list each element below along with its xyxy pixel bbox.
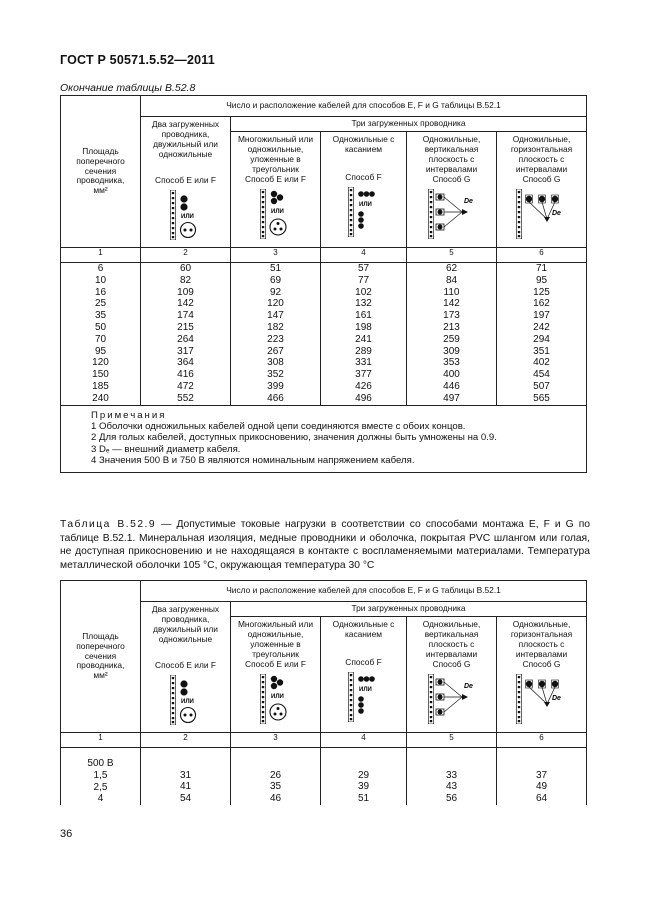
table-cell: 29	[357, 769, 370, 781]
table-cell: 16	[94, 286, 107, 298]
table-cell: 35	[94, 310, 107, 322]
table-cell: 552	[177, 392, 194, 404]
col-multi-core: Многожильный или одножильные, уложенные в треугольник Способ E или F ИЛИ	[231, 132, 321, 248]
table-cell: 507	[533, 380, 550, 392]
table-cell: 351	[533, 345, 550, 357]
three-loaded-header-2: Три загруженных проводника	[231, 602, 587, 617]
top-header-2: Число и расположение кабелей для способов E, F и G таблицы B.52.1	[141, 581, 587, 602]
table-cell: 267	[267, 345, 284, 357]
table-cell: 132	[355, 298, 372, 310]
table-cell: 426	[355, 380, 372, 392]
column-numbers-row-2: 1 2 3 4 5 6	[61, 733, 587, 748]
table-cell: 82	[179, 274, 192, 286]
table-cell: 223	[267, 333, 284, 345]
table-cell: 26	[269, 769, 282, 781]
table-cell: 39	[357, 781, 370, 793]
table-cell: 37	[535, 769, 548, 781]
table-cell: 120	[267, 298, 284, 310]
horizontal-spaced-diagram-icon	[512, 189, 572, 239]
note-1: 1 Оболочки одножильных кабелей одной цепи соединяются вместе с обоих концов.	[91, 420, 466, 432]
table1-notes	[61, 405, 587, 473]
note-4: 4 Значения 500 В и 750 В являются номинальным напряжением кабеля.	[91, 454, 415, 466]
table-b52-8	[60, 95, 587, 473]
col-single-horizontal-2: Одножильные, горизонтальная плоскость с интервалами Способ G De	[497, 617, 587, 733]
svg-text:ИЛИ: ИЛИ	[358, 201, 372, 208]
table-cell: 466	[267, 392, 284, 404]
table-cell: 309	[443, 345, 460, 357]
two-conductors-diagram-icon	[164, 675, 208, 725]
table-cell: 399	[267, 380, 284, 392]
table-cell: 215	[177, 321, 194, 333]
table-cell: 400	[443, 369, 460, 381]
col-single-touching: Одножильные с касанием Способ F ИЛИ	[321, 132, 407, 248]
svg-text:De: De	[463, 682, 473, 690]
table-cell: 331	[355, 357, 372, 369]
table-cell: 497	[443, 392, 460, 404]
horizontal-spaced-diagram-icon	[512, 674, 572, 724]
table-cell: 150	[92, 369, 109, 381]
table-cell: 60	[179, 263, 192, 274]
table-cell: 50	[94, 321, 107, 333]
table-cell: 240	[92, 392, 109, 404]
col-single-horizontal: Одножильные, горизонтальная плоскость с интервалами Способ G De	[497, 132, 587, 248]
table-cell: 565	[533, 392, 550, 404]
table-cell: 185	[92, 380, 109, 392]
table-cell: 364	[177, 357, 194, 369]
table-cell: 402	[533, 357, 550, 369]
table-cell: 352	[267, 369, 284, 381]
table-cell: 416	[177, 369, 194, 381]
two-conductors-diagram-icon	[164, 190, 208, 240]
table-continuation-caption: Окончание таблицы B.52.8	[60, 82, 196, 94]
table-cell: 64	[535, 793, 548, 805]
table-cell: 496	[355, 392, 372, 404]
voltage-label: 500 В	[87, 758, 114, 769]
svg-text:ИЛИ: ИЛИ	[270, 208, 284, 215]
table-cell: 1,5	[93, 769, 108, 781]
table-cell: 51	[357, 793, 370, 805]
table-cell: 46	[269, 793, 282, 805]
table-cell: 264	[177, 333, 194, 345]
table-cell: 43	[445, 781, 458, 793]
table-cell: 125	[533, 286, 550, 298]
table-cell: 95	[94, 345, 107, 357]
table-cell: 77	[357, 274, 370, 286]
vertical-spaced-diagram-icon	[422, 189, 482, 239]
table-cell: 6	[97, 263, 104, 274]
table-cell: 51	[269, 263, 282, 274]
table-cell: 197	[533, 310, 550, 322]
svg-text:ИЛИ: ИЛИ	[358, 686, 372, 693]
table-cell: 4	[97, 793, 104, 805]
table-cell: 174	[177, 310, 194, 322]
col-two-loaded-2: Два загруженных проводника, двужильный или одножильные Способ E или F ИЛИ	[141, 602, 231, 733]
column-numbers-row: 1 2 3 4 5 6	[61, 248, 587, 263]
area-header: Площадь поперечного сечения проводника, мм²	[61, 96, 141, 248]
table-cell: 120	[92, 357, 109, 369]
table2-data-block	[61, 748, 587, 806]
table-cell: 56	[445, 793, 458, 805]
note-3: 3 Dₑ — внешний диаметр кабеля.	[91, 443, 241, 455]
table-cell: 353	[443, 357, 460, 369]
col-single-touching-2: Одножильные с касанием Способ F ИЛИ	[321, 617, 407, 733]
table-cell: 31	[179, 769, 192, 781]
table-cell: 446	[443, 380, 460, 392]
table1-data-block	[61, 263, 587, 406]
table-cell: 41	[179, 781, 192, 793]
table-cell: 289	[355, 345, 372, 357]
table-cell: 242	[533, 321, 550, 333]
table-cell: 102	[355, 286, 372, 298]
table-cell: 198	[355, 321, 372, 333]
table-cell: 25	[94, 298, 107, 310]
table-cell: 142	[177, 298, 194, 310]
table-cell: 71	[535, 263, 548, 274]
table-cell: 162	[533, 298, 550, 310]
table-cell: 241	[355, 333, 372, 345]
table-cell: 161	[355, 310, 372, 322]
table-cell: 70	[94, 333, 107, 345]
svg-text:ИЛИ: ИЛИ	[270, 693, 284, 700]
table-cell: 35	[269, 781, 282, 793]
triangle-diagram-icon	[254, 674, 298, 724]
col-single-vertical: Одножильные, вертикальная плоскость с интервалами Способ G De	[407, 132, 497, 248]
svg-text:De: De	[551, 694, 561, 702]
svg-text:De: De	[551, 209, 561, 217]
table-cell: 10	[94, 274, 107, 286]
col-two-loaded: Два загруженных проводника, двужильный или одножильные Способ E или F ИЛИ	[141, 117, 231, 248]
table-cell: 294	[533, 333, 550, 345]
vertical-spaced-diagram-icon	[422, 674, 482, 724]
table-cell: 69	[269, 274, 282, 286]
table-cell: 62	[445, 263, 458, 274]
table-cell: 54	[179, 793, 192, 805]
note-2: 2 Для голых кабелей, доступных прикосновению, значения должны быть умножены на 0.9.	[91, 432, 497, 444]
table-cell: 84	[445, 274, 458, 286]
notes-title: Примечания	[91, 409, 167, 421]
table-cell: 95	[535, 274, 548, 286]
table-cell: 57	[357, 263, 370, 274]
touching-diagram-icon	[342, 672, 386, 722]
table-cell: 213	[443, 321, 460, 333]
table-cell: 317	[177, 345, 194, 357]
table-cell: 147	[267, 310, 284, 322]
svg-text:De: De	[463, 197, 473, 205]
table-cell: 182	[267, 321, 284, 333]
table-cell: 110	[443, 286, 460, 298]
col-single-vertical-2: Одножильные, вертикальная плоскость с интервалами Способ G De	[407, 617, 497, 733]
table-cell: 308	[267, 357, 284, 369]
three-loaded-header: Три загруженных проводника	[231, 117, 587, 132]
document-header: ГОСТ Р 50571.5.52—2011	[60, 53, 215, 67]
table-cell: 259	[443, 333, 460, 345]
col-multi-core-2: Многожильный или одножильные, уложенные в треугольник Способ E или F ИЛИ	[231, 617, 321, 733]
table-cell: 142	[443, 298, 460, 310]
table-b52-9	[60, 580, 587, 805]
table-cell: 472	[177, 380, 194, 392]
touching-diagram-icon	[342, 187, 386, 237]
table-cell: 33	[445, 769, 458, 781]
table-cell: 2,5	[93, 781, 108, 793]
table-cell: 92	[269, 286, 282, 298]
table-cell: 454	[533, 369, 550, 381]
page-number: 36	[60, 828, 73, 840]
table2-caption: Таблица B.52.9 — Допустимые токовые нагрузки в соответствии со способами монтажа E, F и G по таблице B.52.1. Минеральная изоляция, медные проводники и оболочка, покрытая PVC шлангом или голая, не доступная прикосновению и не находящаяся в контакте с воспламеняемыми материалами. Температура металлической оболочки 105 °C, окружающая температура 30 °C	[60, 519, 590, 571]
triangle-diagram-icon	[254, 189, 298, 239]
svg-text:ИЛИ: ИЛИ	[180, 698, 194, 705]
svg-text:ИЛИ: ИЛИ	[180, 213, 194, 220]
table-cell: 173	[443, 310, 460, 322]
table-cell: 109	[177, 286, 194, 298]
top-header: Число и расположение кабелей для способов E, F и G таблицы B.52.1	[141, 96, 587, 117]
table-cell: 49	[535, 781, 548, 793]
area-header-2: Площадь поперечного сечения проводника, мм²	[61, 581, 141, 733]
table-cell: 377	[355, 369, 372, 381]
